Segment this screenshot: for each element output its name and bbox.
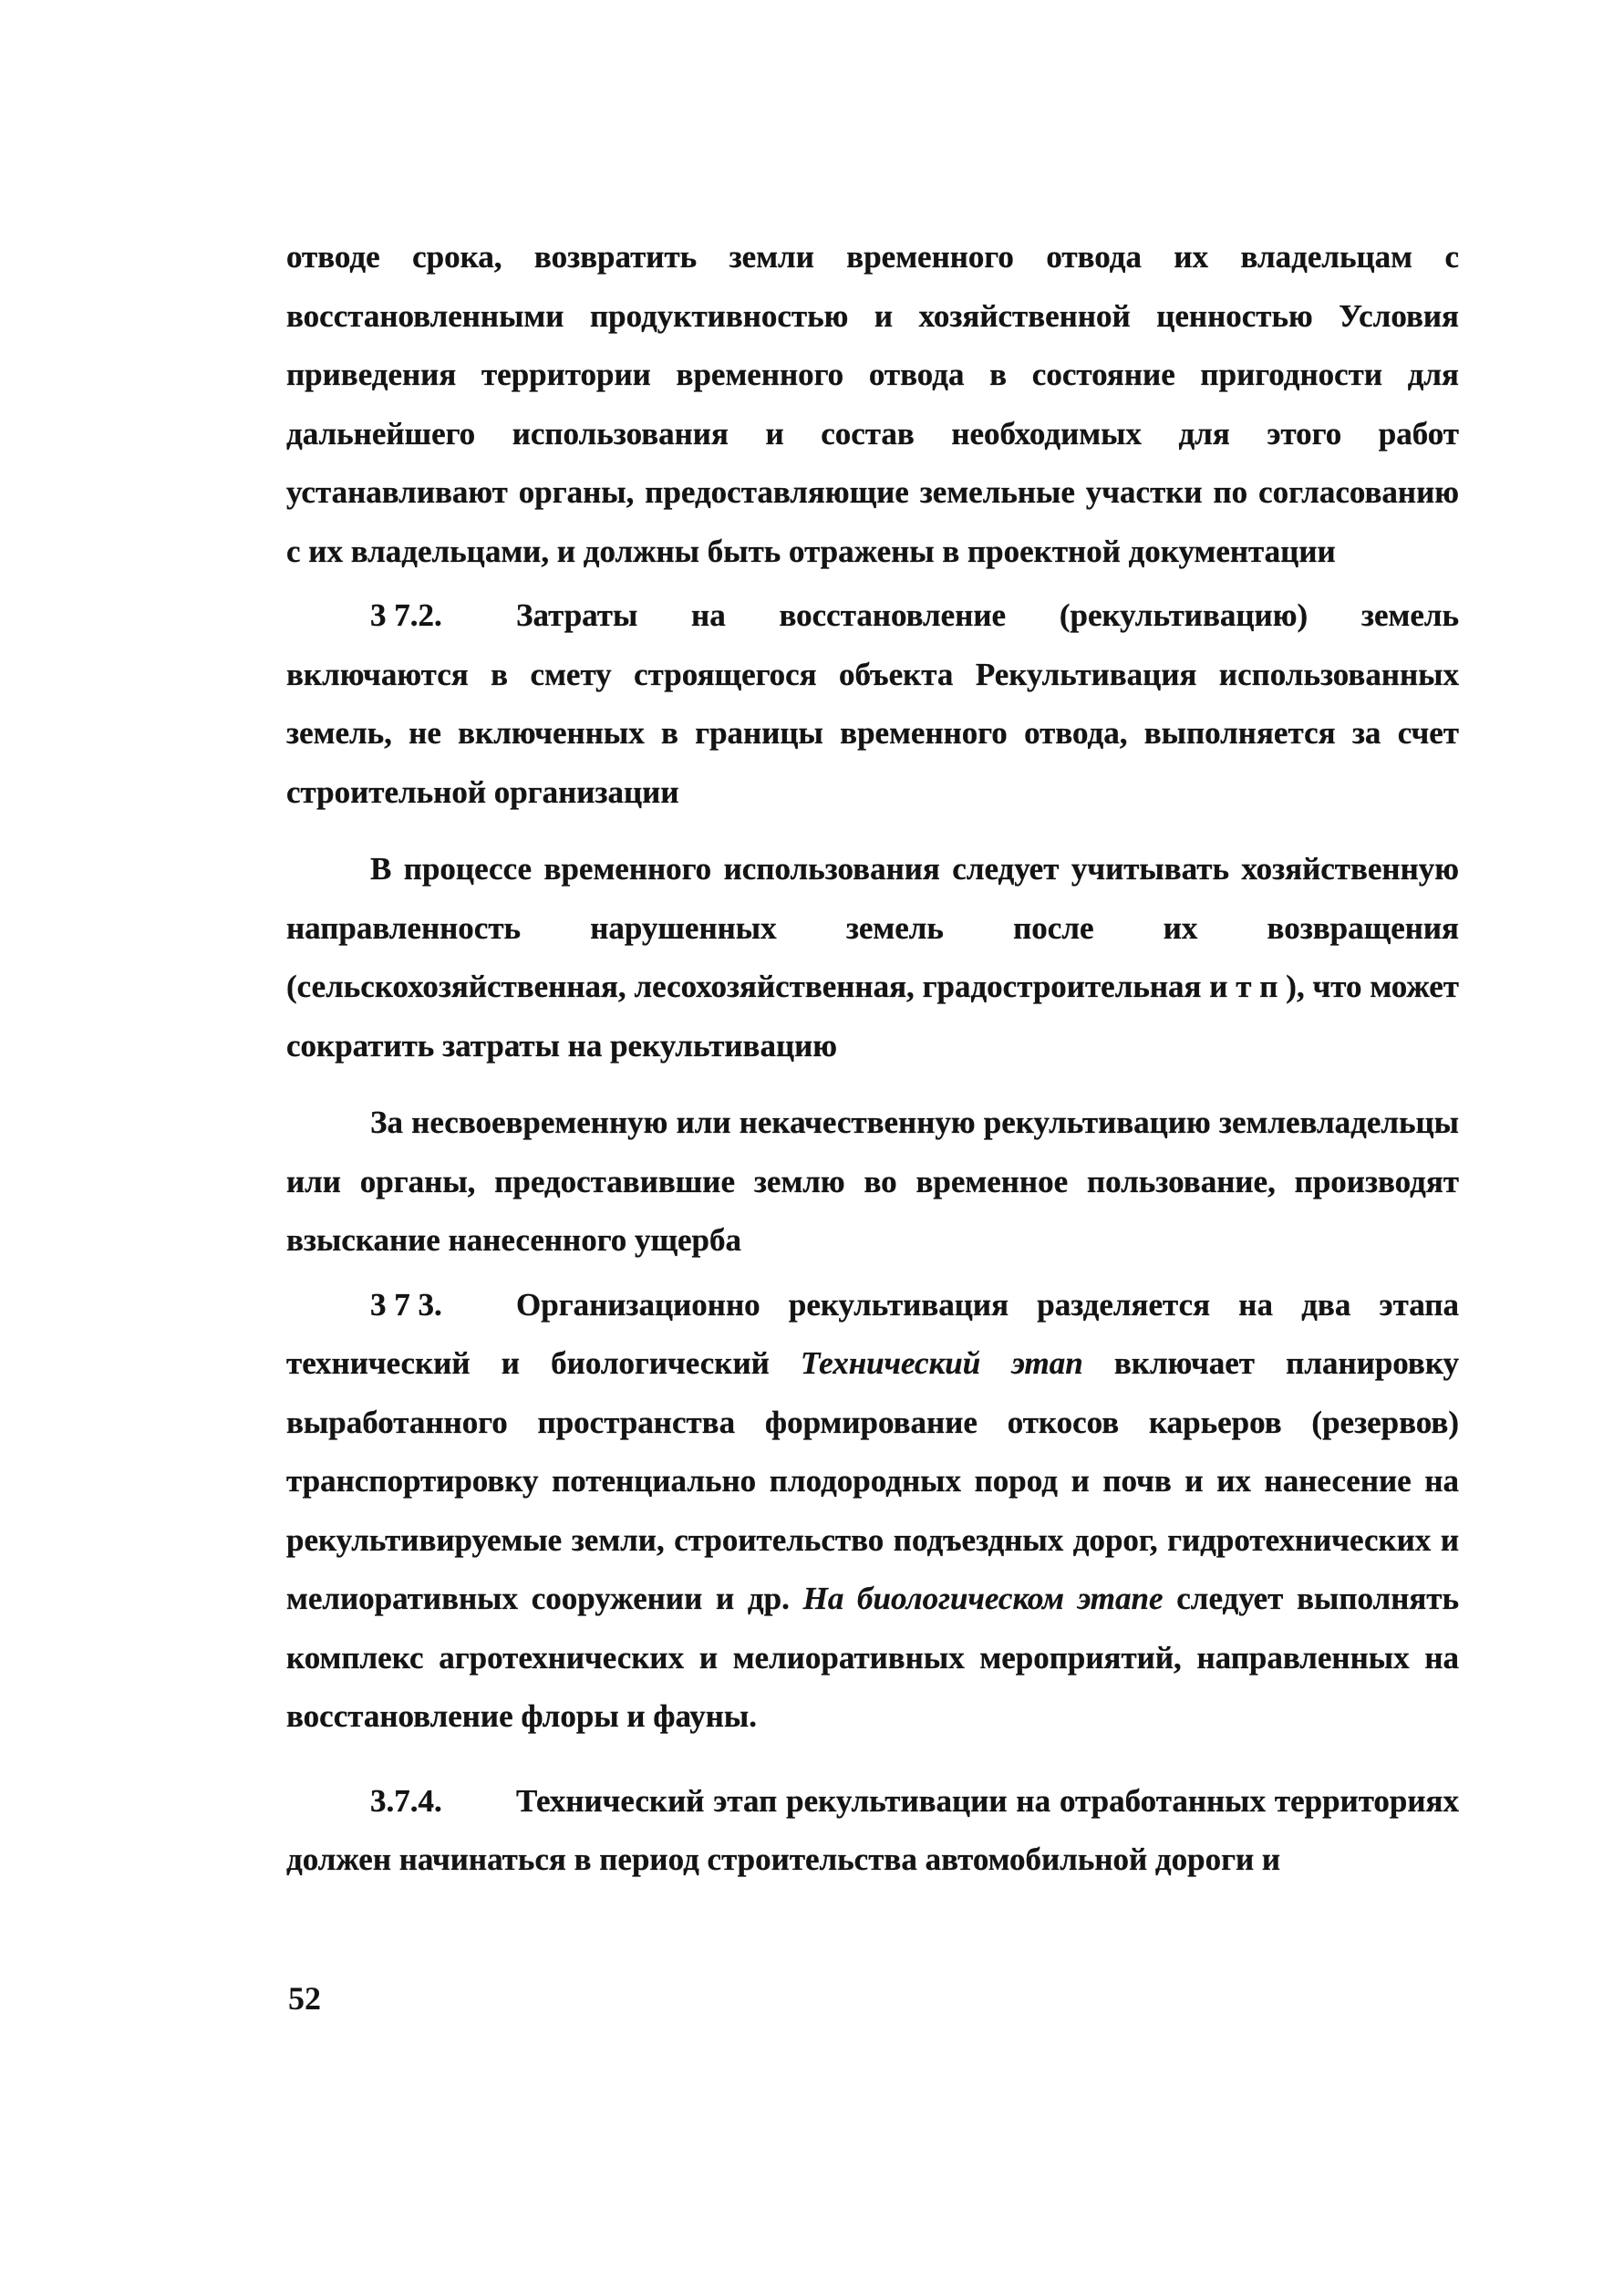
paragraph-text-part: следует выполнять комплекс агротехнических и мелиоративных мероприятий, направленных на восстановление флоры и фауны. (286, 1581, 1459, 1734)
clause-number: 3.7.4. (370, 1782, 442, 1819)
paragraph-3-7-3 (286, 1276, 1459, 1747)
paragraph-continuation (286, 228, 1459, 581)
clause-number: 3 7 3. (370, 1286, 442, 1323)
paragraph-text-part: включает планировку выработанного пространства формирование откосов карьеров (резервов) транспортировку потенциально плодородных пород и почв и их нанесение на рекультивируемые земли, строительство подъездных дорог, гидротехнических и мелиоративных сооружении и др. (286, 1345, 1459, 1616)
paragraph-text: За несвоевременную или некачественную рекультивацию землевладельцы или органы, предоставившие землю во временное пользование, производят взыскание нанесенного ущерба (286, 1105, 1459, 1258)
paragraph-temporary-use (286, 840, 1459, 1075)
paragraph-3-7-2 (286, 586, 1459, 822)
emphasis-biological-stage: На биологическом этапе (802, 1581, 1164, 1616)
paragraph-text: В процессе временного использования следует учитывать хозяйственную направленность нарушенных земель после их возвращения (сельскохозяйственная, лесохозяйственная, градостроительная и т п ), что может сократить затраты на рекультивацию (286, 851, 1459, 1063)
emphasis-technical-stage: Технический этап (801, 1345, 1083, 1381)
paragraph-text: отводе срока, возвратить земли временного отвода их владельцам с восстановленными продуктивностью и хозяйственной ценностью Условия приведения территории временного отвода в состояние пригодности для дальнейшего использования и состав необходимых для этого работ устанавливают органы, предоставляющие земельные участки по согласованию с их владельцами, и должны быть отражены в проектной документации (286, 239, 1459, 569)
paragraph-text: Технический этап рекультивации на отработанных территориях должен начинаться в период строительства автомобильной дороги и (286, 1782, 1459, 1877)
body-text (286, 228, 1459, 1890)
clause-number: 3 7.2. (370, 597, 442, 633)
page-number: 52 (288, 1980, 321, 2017)
paragraph-3-7-4 (286, 1772, 1459, 1890)
paragraph-text-part: Организационно рекультивация разделяется на два этапа технический и биологический (286, 1286, 1459, 1381)
paragraph-liability (286, 1094, 1459, 1271)
paragraph-text: Затраты на восстановление (рекультивацию) земель включаются в смету строящегося объекта Рекультивация использованных земель, не включенных в границы временного отвода, выполняется за счет строительной организации (286, 597, 1459, 810)
